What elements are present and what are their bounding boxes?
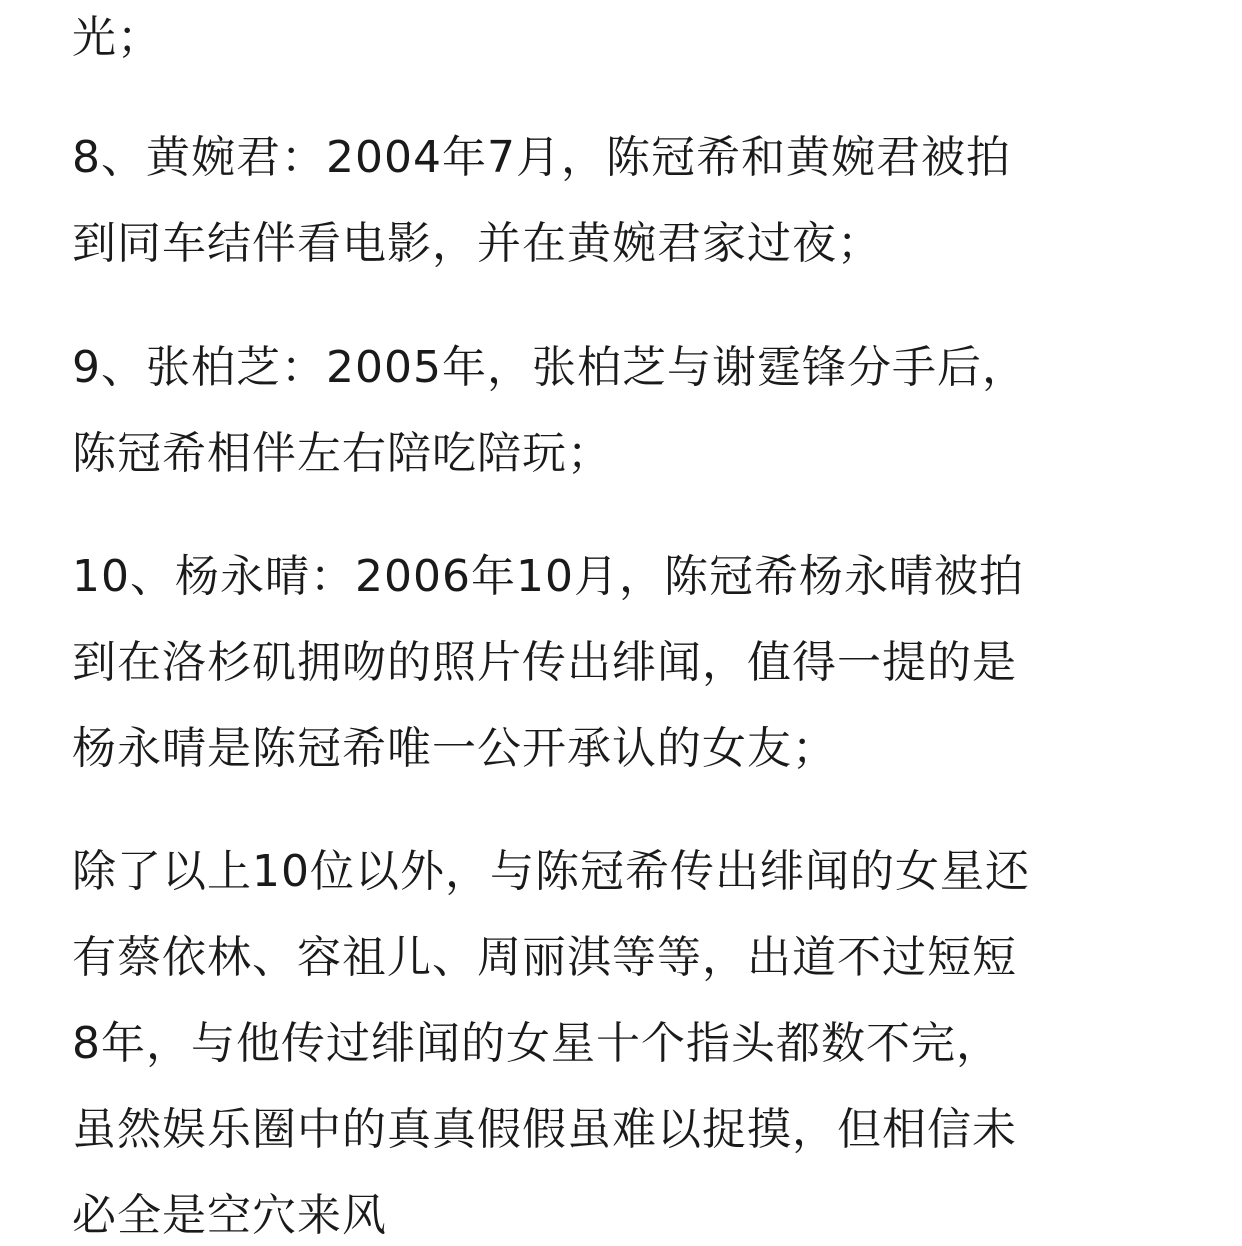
text-line: 9、张柏芝：2005年，张柏芝与谢霆锋分手后，	[72, 342, 1027, 393]
text-line: 必全是空穴来风	[72, 1190, 387, 1241]
text-line: 到同车结伴看电影，并在黄婉君家过夜；	[72, 218, 882, 269]
text-line: 陈冠希相伴左右陪吃陪玩；	[72, 428, 612, 479]
text-line: 8年，与他传过绯闻的女星十个指头都数不完，	[72, 1018, 1001, 1069]
text-line: 有蔡依林、容祖儿、周丽淇等等，出道不过短短	[72, 932, 1017, 983]
text-line: 除了以上10位以外，与陈冠希传出绯闻的女星还	[72, 846, 1030, 897]
text-line: 10、杨永晴：2006年10月，陈冠希杨永晴被拍	[72, 551, 1024, 602]
text-line: 到在洛杉矶拥吻的照片传出绯闻，值得一提的是	[72, 637, 1017, 688]
text-line: 虽然娱乐圈中的真真假假虽难以捉摸，但相信未	[72, 1104, 1017, 1155]
text-line: 杨永晴是陈冠希唯一公开承认的女友；	[72, 723, 837, 774]
text-line: 8、黄婉君：2004年7月，陈冠希和黄婉君被拍	[72, 132, 1011, 183]
text-line: 光；	[72, 12, 162, 63]
